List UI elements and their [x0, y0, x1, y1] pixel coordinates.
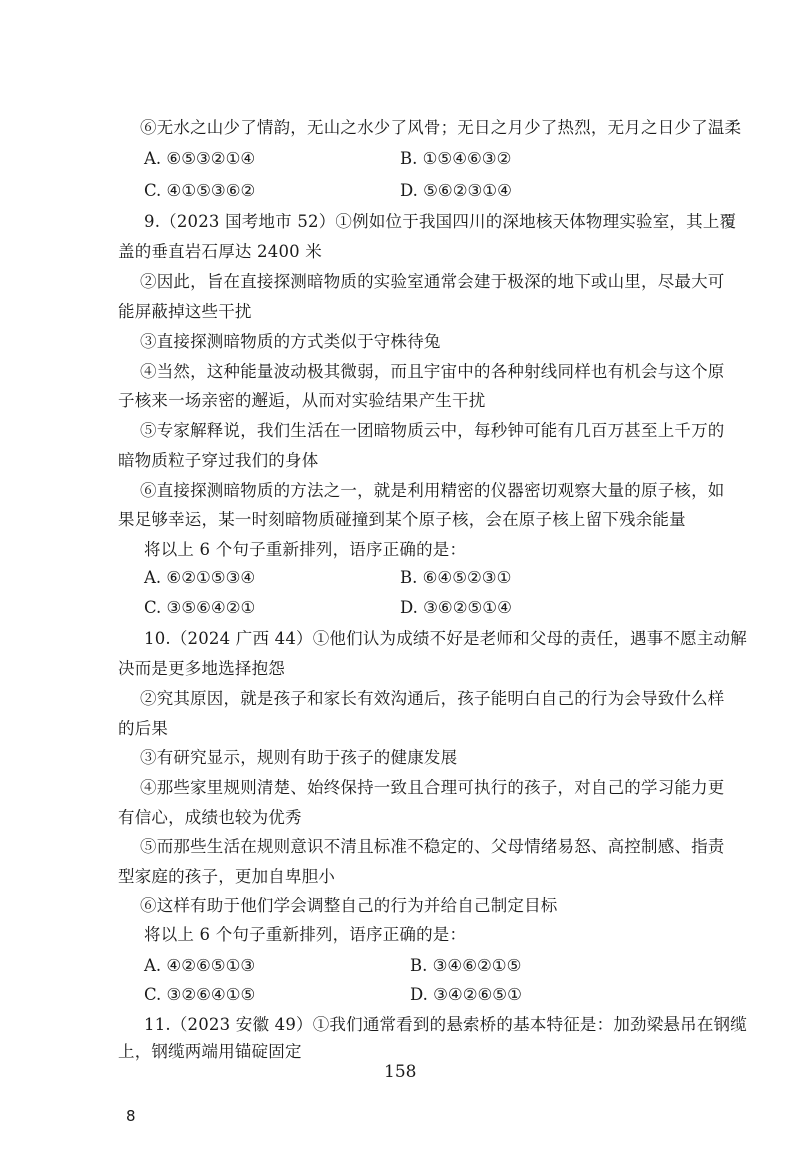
- option-c: C. ③②⑥④①⑤: [144, 985, 256, 1004]
- option-b: B. ①⑤④⑥③②: [400, 149, 512, 168]
- corner-mark: 8: [126, 1107, 136, 1125]
- option-a: A. ④②⑥⑤①③: [144, 956, 256, 975]
- text-line: ③直接探测暗物质的方式类似于守株待兔: [140, 332, 441, 351]
- text-line: ⑥这样有助于他们学会调整自己的行为并给自己制定目标: [140, 896, 558, 915]
- text-line: ②因此，旨在直接探测暗物质的实验室通常会建于极深的地下或山里，尽最大可: [140, 272, 725, 291]
- question-stem: 10.（2024 广西 44）①他们认为成绩不好是老师和父母的责任，遇事不愿主动解: [144, 629, 747, 648]
- text-line: 盖的垂直岩石厚达 2400 米: [118, 242, 322, 261]
- instruction: 将以上 6 个句子重新排列，语序正确的是：: [144, 540, 467, 559]
- option-b: B. ⑥④⑤②③①: [400, 568, 512, 587]
- text-line: ②究其原因，就是孩子和家长有效沟通后，孩子能明白自己的行为会导致什么样: [140, 689, 725, 708]
- text-line: 子核来一场亲密的邂逅，从而对实验结果产生干扰: [118, 391, 486, 410]
- question-stem: 11.（2023 安徽 49）①我们通常看到的悬索桥的基本特征是：加劲梁悬吊在钢缆: [144, 1015, 747, 1034]
- text-line: 的后果: [118, 719, 169, 738]
- page-number: 158: [384, 1062, 417, 1082]
- option-c: C. ④①⑤③⑥②: [144, 181, 256, 200]
- option-d: D. ③⑥②⑤①④: [400, 598, 512, 617]
- text-line: ③有研究显示，规则有助于孩子的健康发展: [140, 748, 458, 767]
- text-line: 能屏蔽掉这些干扰: [118, 302, 252, 321]
- text-line: 型家庭的孩子，更加自卑胆小: [118, 867, 336, 886]
- text-line: ④当然，这种能量波动极其微弱，而且宇宙中的各种射线同样也有机会与这个原: [140, 362, 725, 381]
- option-d: D. ③④②⑥⑤①: [410, 985, 522, 1004]
- option-b: B. ③④⑥②①⑤: [410, 956, 522, 975]
- instruction: 将以上 6 个句子重新排列，语序正确的是：: [144, 925, 467, 944]
- option-d: D. ⑤⑥②③①④: [400, 181, 512, 200]
- text-line: 决而是更多地选择抱怨: [118, 659, 285, 678]
- option-c: C. ③⑤⑥④②①: [144, 598, 256, 617]
- text-line: ⑥直接探测暗物质的方法之一，就是利用精密的仪器密切观察大量的原子核，如: [140, 481, 725, 500]
- text-line: ④那些家里规则清楚、始终保持一致且合理可执行的孩子，对自己的学习能力更: [140, 778, 725, 797]
- text-line: ⑤而那些生活在规则意识不清且标准不稳定的、父母情绪易怒、高控制感、指责: [140, 837, 725, 856]
- text-line: 暗物质粒子穿过我们的身体: [118, 451, 319, 470]
- text-line: ⑥无水之山少了情韵，无山之水少了风骨；无日之月少了热烈，无月之日少了温柔: [140, 118, 742, 137]
- text-line: 有信心，成绩也较为优秀: [118, 808, 302, 827]
- text-line: 上，钢缆两端用锚碇固定: [118, 1042, 302, 1061]
- text-line: ⑤专家解释说，我们生活在一团暗物质云中，每秒钟可能有几百万甚至上千万的: [140, 421, 725, 440]
- question-stem: 9.（2023 国考地市 52）①例如位于我国四川的深地核天体物理实验室，其上覆: [144, 212, 737, 231]
- option-a: A. ⑥⑤③②①④: [144, 149, 256, 168]
- text-line: 果足够幸运，某一时刻暗物质碰撞到某个原子核，会在原子核上留下残余能量: [118, 510, 686, 529]
- option-a: A. ⑥②①⑤③④: [144, 568, 256, 587]
